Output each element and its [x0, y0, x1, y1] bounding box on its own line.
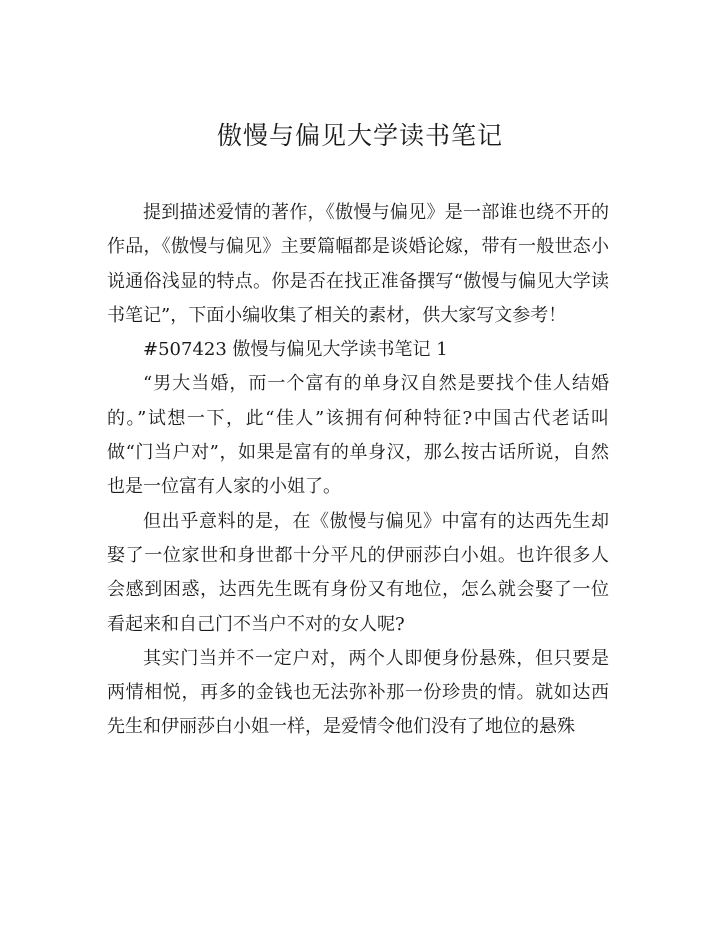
paragraph-intro: 提到描述爱情的著作，《傲慢与偏见》是一部谁也绕不开的作品，《傲慢与偏见》主要篇幅都是谈婚论嫁，带有一般世态小说通俗浅显的特点。你是否在找正准备撰写“傲慢与偏见大学读书笔记”，下面小编收集了相关的素材，供大家写文参考！ — [107, 202, 609, 326]
paragraph: “男大当婚，而一个富有的单身汉自然是要找个佳人结婚的。”试想一下，此“佳人”该拥有何种特征?中国古代老话叫做“门当户对”，如果是富有的单身汉，那么按古话所说，自然也是一位富有人家的小姐了。 — [107, 373, 609, 498]
paragraph: 其实门当并不一定户对，两个人即便身份悬殊，但只要是两情相悦，再多的金钱也无法弥补那一份珍贵的情。就如达西先生和伊丽莎白小姐一样，是爱情令他们没有了地位的悬殊 — [107, 647, 609, 738]
document-title: 傲慢与偏见大学读书笔记 — [216, 121, 503, 150]
section-heading: #507423 傲慢与偏见大学读书笔记 1 — [143, 339, 448, 361]
document-body — [107, 196, 609, 745]
paragraph: 但出乎意料的是，在《傲慢与偏见》中富有的达西先生却娶了一位家世和身世都十分平凡的伊丽莎白小姐。也许很多人会感到困惑，达西先生既有身份又有地位，怎么就会娶了一位看起来和自己门不当户不对的女人呢? — [107, 510, 609, 635]
